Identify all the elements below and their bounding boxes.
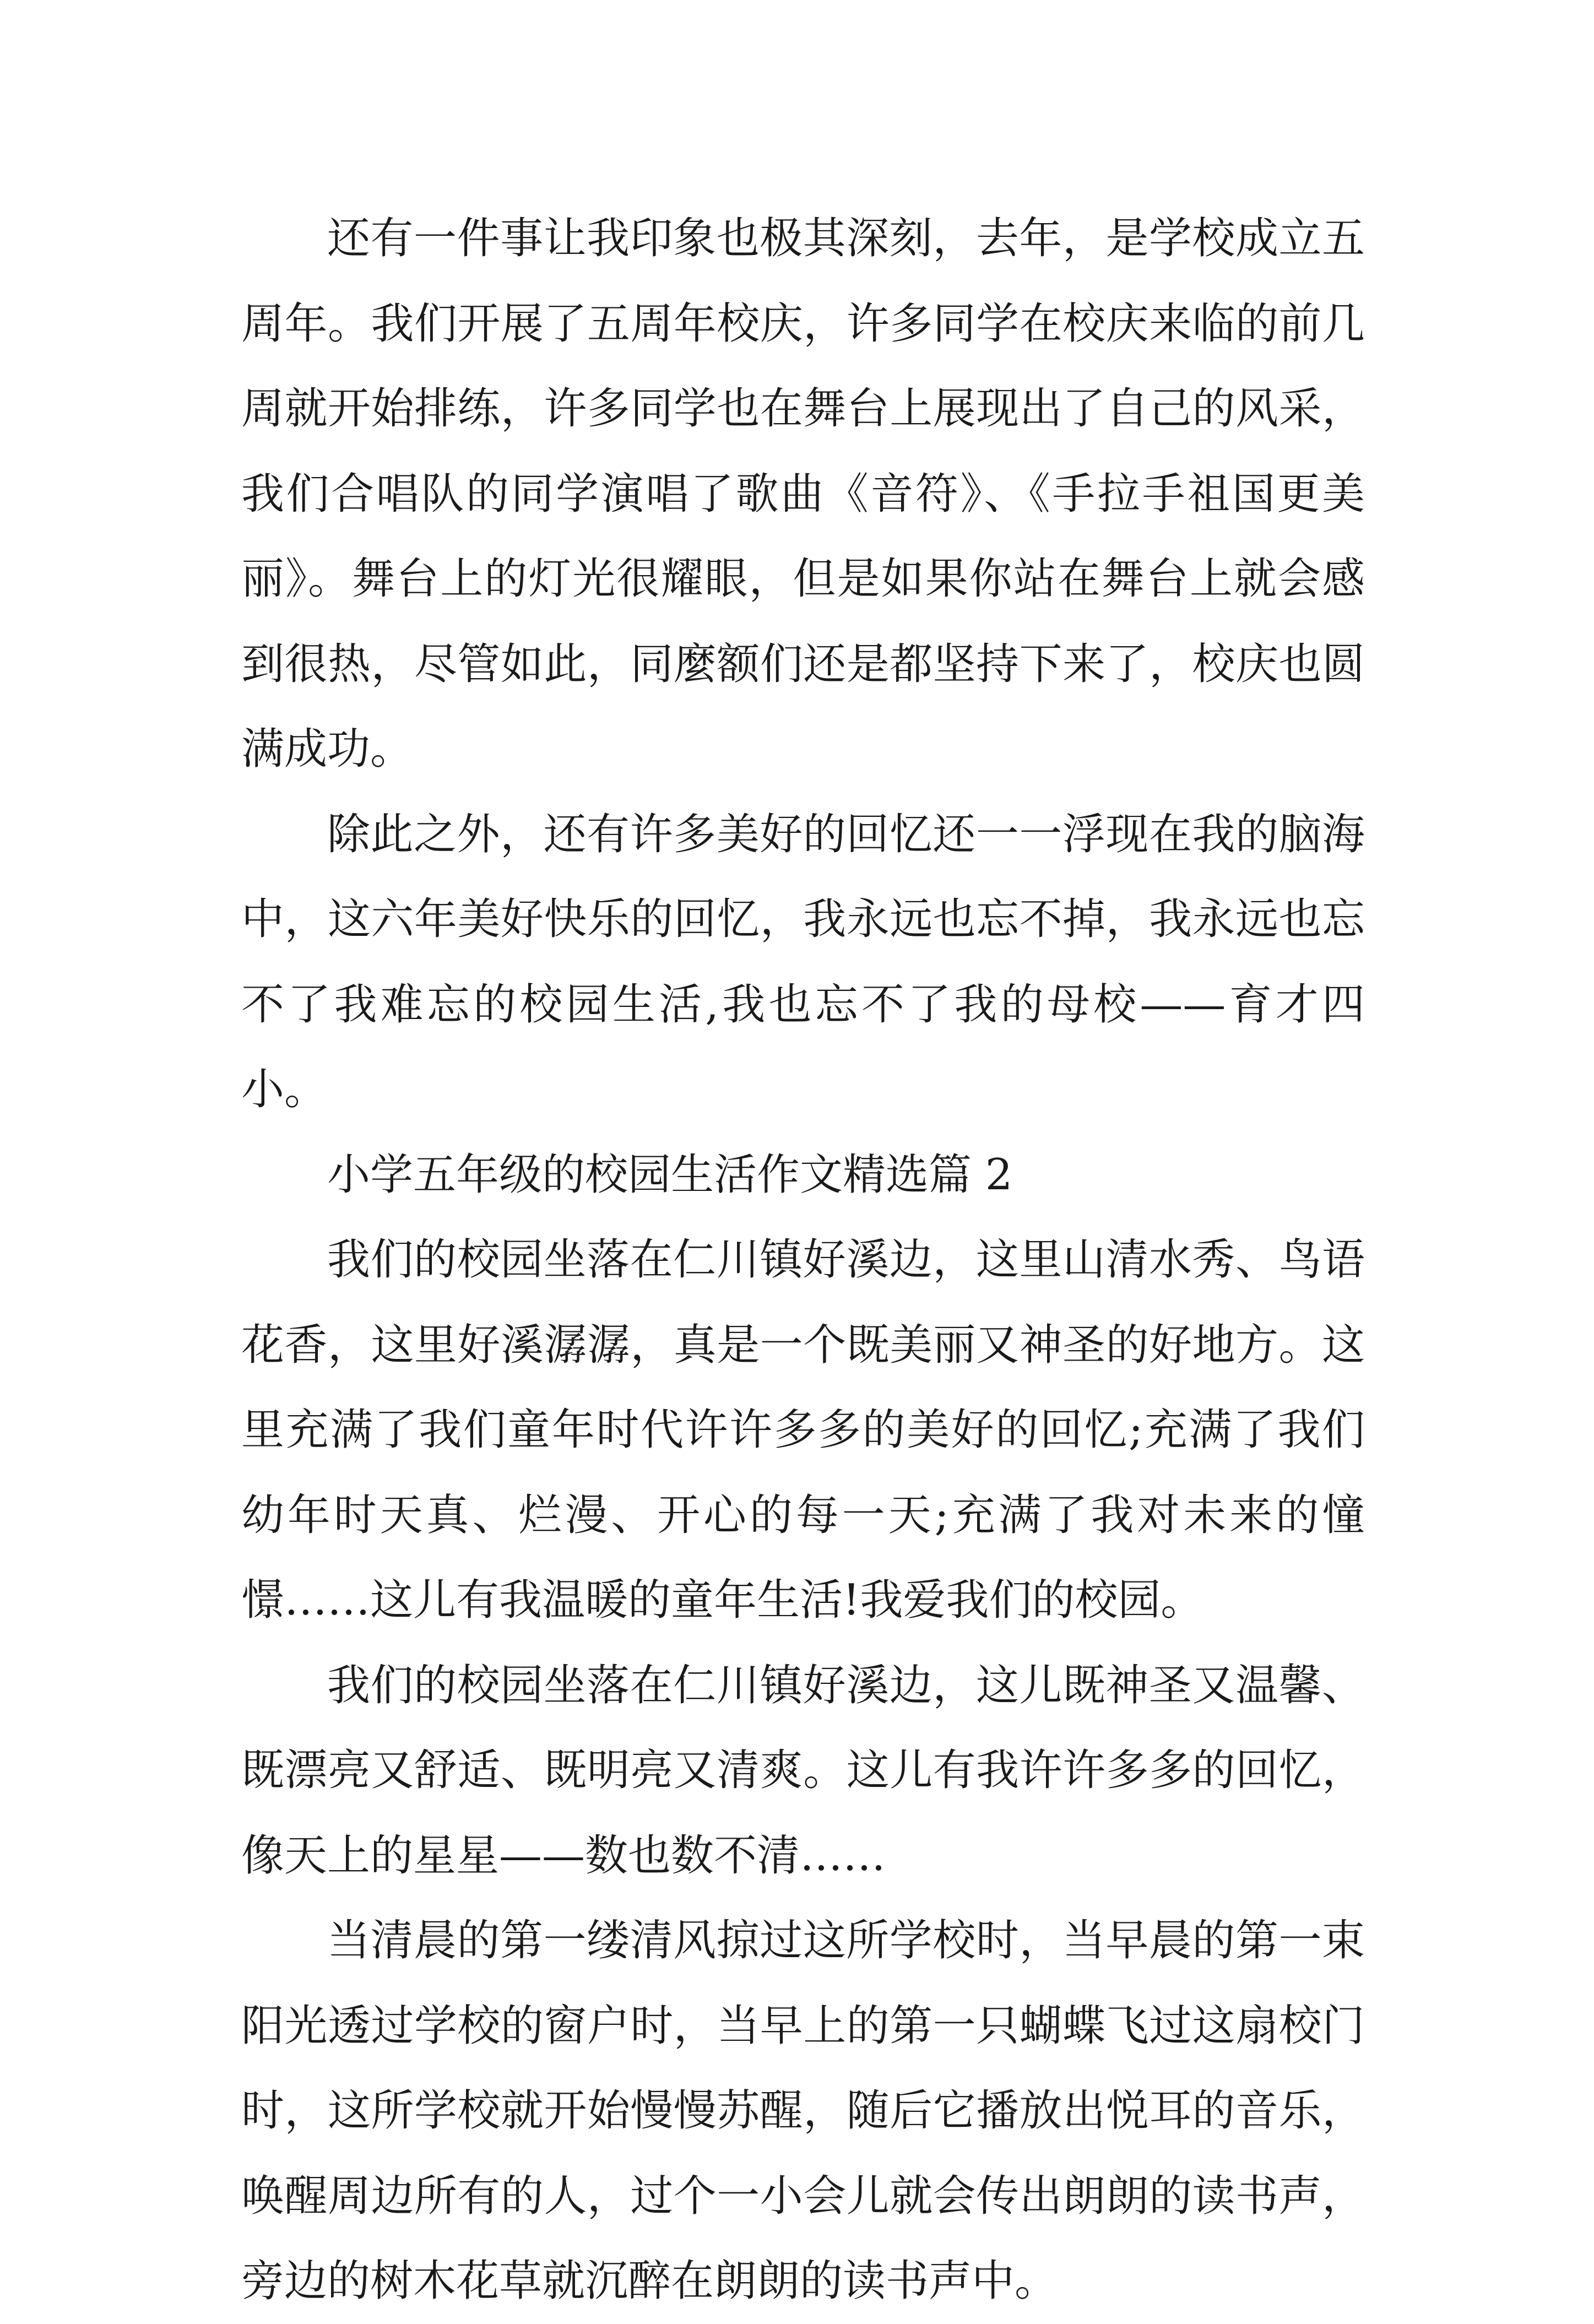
paragraph-campus-description: 我们的校园坐落在仁川镇好溪边，这儿既神圣又温馨、既漂亮又舒适、既明亮又清爽。这儿有我许许多多的回忆，像天上的星星——数也数不清…… — [241, 1660, 1365, 1881]
paragraph-school-anniversary: 还有一件事让我印象也极其深刻，去年，是学校成立五周年。我们开展了五周年校庆，许多同学在校庆来临的前几周就开始排练，许多同学也在舞台上展现出了自己的风采，我们合唱队的同学演唱了歌曲《音符》、《手拉手祖国更美丽》。舞台上的灯光很耀眼，但是如果你站在舞台上就会感到很热，尽管如此，同麼额们还是都坚持下来了，校庆也圆满成功。 — [241, 214, 1365, 774]
paragraph-morning-scene: 当清晨的第一缕清风掠过这所学校时，当早晨的第一束阳光透过学校的窗户时，当早上的第一只蝴蝶飞过这扇校门时，这所学校就开始慢慢苏醒，随后它播放出悦耳的音乐，唤醒周边所有的人，过个一小会儿就会传出朗朗的读书声，旁边的树木花草就沉醉在朗朗的读书声中。 — [241, 1916, 1365, 2306]
paragraph-campus-location: 我们的校园坐落在仁川镇好溪边，这里山清水秀、鸟语花香，这里好溪潺潺，真是一个既美丽又神圣的好地方。这里充满了我们童年时代许许多多的美好的回忆;充满了我们幼年时天真、烂漫、开心的每一天;充满了我对未来的憧憬……这儿有我温暖的童年生活!我爱我们的校园。 — [241, 1235, 1365, 1625]
paragraph-memories: 除此之外，还有许多美好的回忆还一一浮现在我的脑海中，这六年美好快乐的回忆，我永远也忘不掉，我永远也忘不了我难忘的校园生活,我也忘不了我的母校——育才四小。 — [241, 809, 1365, 1114]
section-title: 小学五年级的校园生活作文精选篇 2 — [327, 1150, 1013, 1200]
document-body — [241, 196, 1365, 2324]
